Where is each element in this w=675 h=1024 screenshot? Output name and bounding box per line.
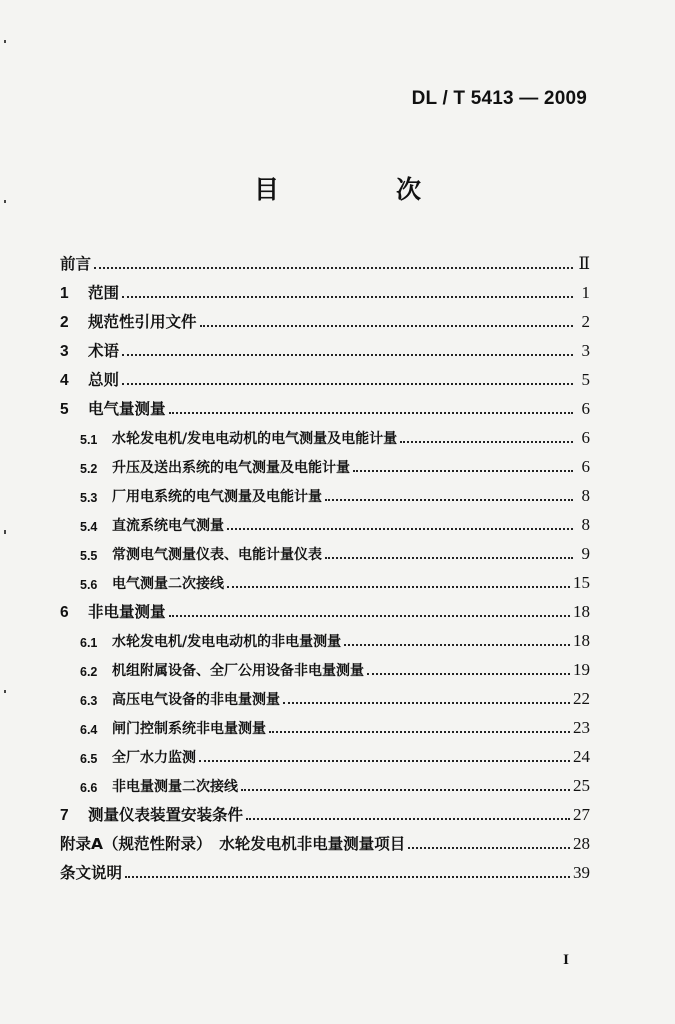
scan-artifact [4, 200, 6, 203]
toc-entry-label: 术语 [88, 341, 120, 360]
toc-entry-label: 总则 [88, 370, 120, 389]
toc-entry-label: 机组附属设备、全厂公用设备非电量测量 [112, 663, 364, 679]
page-number: I [563, 952, 569, 968]
toc-entry-label: 水轮发电机/发电电动机的电气测量及电能计量 [112, 431, 398, 447]
toc-entry[interactable] [60, 359, 590, 388]
dot-leader [269, 731, 570, 733]
dot-leader [169, 412, 573, 414]
toc-entry-number: 6.3 [80, 693, 98, 708]
toc-entry-page: 6 [581, 457, 590, 476]
toc-entry-number: 5.6 [80, 577, 98, 592]
toc-entry-label: 直流系统电气测量 [112, 518, 224, 534]
dot-leader [367, 673, 570, 675]
toc-entry-number: 5.4 [80, 519, 98, 534]
toc-entry[interactable] [60, 475, 590, 504]
scan-artifact [4, 530, 6, 534]
toc-entry[interactable] [60, 330, 590, 359]
dot-leader [94, 267, 573, 269]
toc-entry-label: 高压电气设备的非电量测量 [112, 692, 280, 708]
toc-entry[interactable] [60, 707, 590, 736]
dot-leader [169, 615, 570, 617]
toc-entry-number: 6 [60, 603, 69, 621]
toc-entry[interactable] [60, 446, 590, 475]
toc-entry-page: 6 [581, 428, 590, 447]
toc-entry-label: 升压及送出系统的电气测量及电能计量 [112, 460, 350, 476]
toc-entry-page: 28 [573, 834, 590, 853]
dot-leader [246, 818, 570, 820]
dot-leader [227, 586, 570, 588]
toc-entry-number: 7 [60, 806, 69, 824]
toc-entry-number: 4 [60, 371, 69, 389]
toc-entry[interactable] [60, 417, 590, 446]
toc-entry-page: 27 [573, 805, 590, 824]
dot-leader [241, 789, 570, 791]
toc-entry[interactable] [60, 533, 590, 562]
toc-entry[interactable] [60, 504, 590, 533]
toc-entry[interactable] [60, 243, 590, 272]
toc-entry-page: 18 [573, 602, 590, 621]
toc-entry-label: 规范性引用文件 [88, 312, 197, 331]
toc-entry[interactable] [60, 562, 590, 591]
toc-entry-label: 厂用电系统的电气测量及电能计量 [112, 489, 322, 505]
toc-entry[interactable] [60, 591, 590, 620]
toc-entry-number: 6.2 [80, 664, 98, 679]
toc-entry-page: 39 [573, 863, 590, 882]
toc-entry-page: 9 [581, 544, 590, 563]
toc-entry-label: 非电量测量 [88, 602, 166, 621]
toc-entry-page: Ⅱ [578, 254, 590, 273]
toc-entry[interactable] [60, 272, 590, 301]
toc-entry-number: 5.5 [80, 548, 98, 563]
toc-entry[interactable] [60, 620, 590, 649]
toc-entry[interactable] [60, 649, 590, 678]
toc-entry-number: 5.1 [80, 432, 98, 447]
toc-entry[interactable] [60, 852, 590, 881]
toc-entry[interactable] [60, 678, 590, 707]
table-of-contents [60, 243, 590, 881]
toc-entry-number: 6.1 [80, 635, 98, 650]
toc-entry-number: 5.2 [80, 461, 98, 476]
scan-artifact [4, 690, 6, 693]
dot-leader [344, 644, 570, 646]
toc-entry-page: 3 [581, 341, 590, 360]
dot-leader [122, 383, 573, 385]
dot-leader [199, 760, 570, 762]
scan-artifact [4, 40, 6, 43]
dot-leader [400, 441, 573, 443]
toc-entry-label: 范围 [88, 283, 120, 302]
toc-entry-label: 水轮发电机/发电电动机的非电量测量 [112, 634, 342, 650]
toc-entry-page: 25 [573, 776, 590, 795]
toc-entry-number: 1 [60, 284, 69, 302]
toc-entry-page: 18 [573, 631, 590, 650]
toc-entry-label: 全厂水力监测 [112, 750, 196, 766]
toc-entry[interactable] [60, 736, 590, 765]
toc-entry-label: 测量仪表装置安装条件 [88, 805, 244, 824]
dot-leader [122, 354, 573, 356]
toc-entry[interactable] [60, 301, 590, 330]
dot-leader [353, 470, 573, 472]
toc-title: 目 次 [253, 175, 467, 204]
toc-entry[interactable] [60, 794, 590, 823]
dot-leader [200, 325, 573, 327]
toc-entry-page: 2 [581, 312, 590, 331]
toc-entry-number: 3 [60, 342, 69, 360]
toc-entry-label: 前言 [60, 254, 92, 273]
dot-leader [325, 499, 573, 501]
toc-entry[interactable] [60, 823, 590, 852]
dot-leader [408, 847, 570, 849]
toc-entry-label: 电气量测量 [88, 399, 166, 418]
toc-entry-label: 附录A（规范性附录） 水轮发电机非电量测量项目 [60, 834, 406, 853]
toc-entry-label: 非电量测量二次接线 [112, 779, 238, 795]
dot-leader [227, 528, 573, 530]
dot-leader [325, 557, 573, 559]
toc-entry-number: 6.6 [80, 780, 98, 795]
toc-entry-label: 条文说明 [60, 863, 123, 882]
toc-entry-page: 24 [573, 747, 590, 766]
toc-entry-label: 闸门控制系统非电量测量 [112, 721, 266, 737]
toc-entry-number: 6.5 [80, 751, 98, 766]
toc-entry-page: 15 [573, 573, 590, 592]
dot-leader [122, 296, 573, 298]
toc-entry-number: 2 [60, 313, 69, 331]
dot-leader [283, 702, 570, 704]
toc-entry-page: 23 [573, 718, 590, 737]
toc-entry-number: 6.4 [80, 722, 98, 737]
toc-entry-page: 5 [581, 370, 590, 389]
toc-entry-page: 22 [573, 689, 590, 708]
dot-leader [125, 876, 570, 878]
toc-entry[interactable] [60, 765, 590, 794]
toc-entry-number: 5 [60, 400, 69, 418]
toc-entry-label: 电气测量二次接线 [112, 576, 224, 592]
toc-entry-page: 6 [581, 399, 590, 418]
toc-entry-number: 5.3 [80, 490, 98, 505]
toc-entry-page: 8 [581, 486, 590, 505]
standard-number: DL / T 5413 — 2009 [411, 88, 587, 109]
toc-entry-page: 8 [581, 515, 590, 534]
toc-entry-page: 1 [581, 283, 590, 302]
toc-entry-page: 19 [573, 660, 590, 679]
toc-entry-label: 常测电气测量仪表、电能计量仪表 [112, 547, 322, 563]
toc-entry[interactable] [60, 388, 590, 417]
